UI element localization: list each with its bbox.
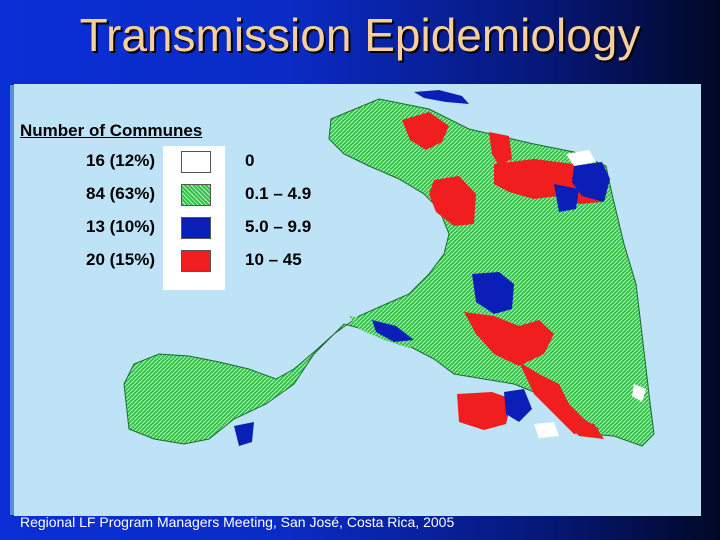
legend-swatch-green [181, 184, 211, 206]
legend-count: 84 (63%) [86, 184, 155, 203]
legend-range: 0.1 – 4.9 [245, 184, 312, 203]
legend-range: 0 [245, 151, 255, 170]
legend-swatch-white [181, 151, 211, 173]
slide-title: Transmission Epidemiology [79, 9, 641, 61]
legend-count: 16 (12%) [86, 151, 155, 170]
legend-swatch-red [181, 250, 211, 272]
tortue-island [414, 90, 469, 104]
blue-commune [504, 389, 532, 422]
haiti-commune-map [14, 84, 701, 516]
legend-count: 20 (15%) [86, 250, 155, 269]
legend-heading: Number of Communes [20, 121, 203, 140]
map-panel [14, 84, 701, 516]
legend-swatch-blue [181, 217, 211, 239]
red-commune [457, 392, 512, 430]
legend-range: 5.0 – 9.9 [245, 217, 312, 236]
legend-range: 10 – 45 [245, 250, 302, 269]
legend-count: 13 (10%) [86, 217, 155, 236]
blue-commune [234, 422, 254, 446]
white-commune [534, 422, 559, 438]
footer-text: Regional LF Program Managers Meeting, San José, Costa Rica, 2005 [20, 514, 455, 530]
